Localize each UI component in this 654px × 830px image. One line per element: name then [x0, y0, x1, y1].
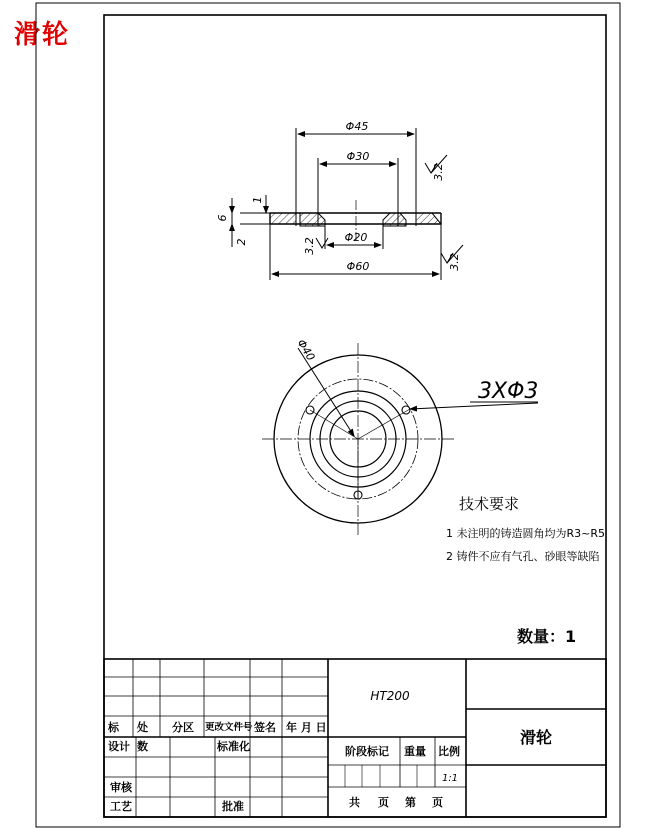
label-pizhun: 批准 [222, 800, 244, 813]
label-gong: 共 [349, 796, 360, 809]
tech-line-1: 1 未注明的铸造圆角均为R3~R5 [446, 527, 605, 540]
label-chu: 处 [137, 721, 148, 734]
label-sheji: 设计 [108, 740, 130, 753]
roughness-value-top: 3.2 [432, 163, 445, 181]
tech-heading: 技术要求 [459, 495, 520, 513]
roughness-symbol-left [316, 238, 328, 248]
scale-value: 1:1 [441, 773, 459, 784]
section-hatch-left [270, 213, 296, 224]
label-biao: 标 [108, 721, 119, 734]
label-sheji-tag: 数 [137, 740, 148, 753]
label-gengai: 更改文件号 [205, 722, 253, 733]
tech-line-2: 2 铸件不应有气孔、砂眼等缺陷 [446, 550, 600, 563]
label-ye-2: 页 [432, 796, 443, 809]
dim-d60: Φ60 [346, 260, 370, 273]
label-jieduan: 阶段标记 [345, 745, 389, 758]
label-date: 年 月 日 [286, 721, 327, 734]
dim-h1: 1 [251, 196, 264, 204]
label-biaozhunhua: 标准化 [217, 740, 250, 753]
part-name: 滑轮 [519, 728, 553, 747]
holes-callout: 3XΦ3 [478, 379, 539, 404]
label-di: 第 [405, 796, 416, 809]
material: HT200 [370, 689, 410, 703]
section-hatch-right [416, 213, 441, 224]
dim-h6: 6 [216, 214, 229, 222]
dim-d20: Φ20 [344, 231, 368, 244]
label-fenqu: 分区 [172, 721, 194, 734]
roughness-value-right: 3.2 [448, 253, 461, 271]
roughness-value-left: 3.2 [303, 237, 316, 255]
label-ye-1: 页 [378, 796, 389, 809]
label-bili: 比例 [438, 745, 460, 758]
dim-d45: Φ45 [345, 120, 369, 133]
label-zhongliang: 重量 [404, 745, 426, 758]
dim-h2: 2 [235, 238, 248, 246]
label-qianming: 签名 [254, 721, 276, 734]
corner-title: 滑轮 [14, 20, 71, 50]
inner-border [104, 15, 606, 817]
quantity: 数量：1 [517, 627, 577, 646]
dim-d30: Φ30 [346, 150, 370, 163]
dim-d40: Φ40 [294, 337, 318, 364]
label-gongyi: 工艺 [110, 800, 132, 813]
label-shenhe: 审核 [110, 781, 132, 794]
